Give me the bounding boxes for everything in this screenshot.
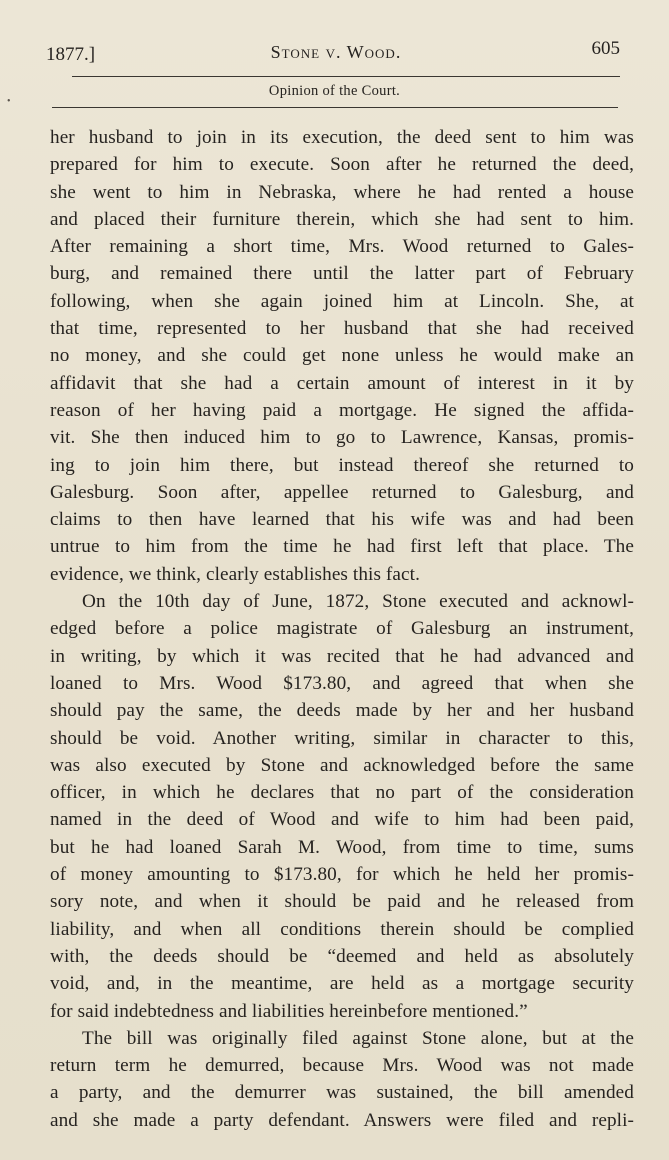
text-line: for said indebtedness and liabilities hereinbefore mentioned.” bbox=[50, 1000, 528, 1022]
text-line: a party, and the demurrer was sustained, the bill amended bbox=[50, 1082, 634, 1104]
header-year: 1877.] bbox=[46, 44, 96, 65]
text-line: vit. She then induced him to go to Lawrence, Kansas, promis- bbox=[50, 427, 634, 449]
text-line: following, when she again joined him at Lincoln. She, at bbox=[50, 290, 634, 312]
header-rule-bottom bbox=[52, 107, 618, 108]
text-line: affidavit that she had a certain amount of interest in it by bbox=[50, 372, 634, 394]
text-line: edged before a police magistrate of Galesburg an instrument, bbox=[50, 618, 634, 640]
text-line: liability, and when all conditions therein should be complied bbox=[50, 918, 634, 940]
text-line: should pay the same, the deeds made by her and her husband bbox=[50, 700, 634, 722]
text-line: should be void. Another writing, similar in character to this, bbox=[50, 727, 634, 749]
text-line: named in the deed of Wood and wife to him had been paid, bbox=[50, 809, 634, 831]
text-line: loaned to Mrs. Wood $173.80, and agreed that when she bbox=[50, 672, 634, 694]
text-line: she went to him in Nebraska, where he had rented a house bbox=[50, 181, 634, 203]
text-line: that time, represented to her husband that she had received bbox=[50, 318, 634, 340]
text-line: reason of her having paid a mortgage. He signed the affida- bbox=[50, 399, 634, 421]
text-line: untrue to him from the time he had first left that place. The bbox=[50, 536, 634, 558]
text-line: burg, and remained there until the latter part of February bbox=[50, 263, 634, 285]
text-line: On the 10th day of June, 1872, Stone executed and acknowl- bbox=[82, 591, 634, 613]
text-line: but he had loaned Sarah M. Wood, from time to time, sums bbox=[50, 836, 634, 858]
header-rule-top bbox=[72, 76, 620, 77]
running-header bbox=[46, 38, 626, 68]
text-line: The bill was originally filed against Stone alone, but at the bbox=[82, 1027, 634, 1049]
print-speck-mark: • bbox=[7, 96, 11, 107]
text-line: with, the deeds should be “deemed and held as absolutely bbox=[50, 945, 634, 967]
text-line: claims to then have learned that his wife was and had been bbox=[50, 509, 634, 531]
text-line: no money, and she could get none unless he would make an bbox=[50, 345, 634, 367]
text-line: was also executed by Stone and acknowledged before the same bbox=[50, 754, 634, 776]
text-line: ing to join him there, but instead thereof she returned to bbox=[50, 454, 634, 476]
text-line: Galesburg. Soon after, appellee returned to Galesburg, and bbox=[50, 481, 634, 503]
text-line: in writing, by which it was recited that he had advanced and bbox=[50, 645, 634, 667]
text-line: and placed their furniture therein, which she had sent to him. bbox=[50, 208, 634, 230]
text-line: prepared for him to execute. Soon after he returned the deed, bbox=[50, 154, 634, 176]
case-title: Stone v. Wood. bbox=[270, 42, 402, 62]
text-line: return term he demurred, because Mrs. Wood was not made bbox=[50, 1055, 634, 1077]
text-line: void, and, in the meantime, are held as a mortgage security bbox=[50, 973, 634, 995]
text-line: evidence, we think, clearly establishes this fact. bbox=[50, 563, 420, 585]
section-subheading: Opinion of the Court. bbox=[268, 83, 401, 99]
text-line: officer, in which he declares that no part of the consideration bbox=[50, 782, 634, 804]
opinion-body-text bbox=[50, 124, 634, 1134]
text-line: sory note, and when it should be paid and he released from bbox=[50, 891, 634, 913]
text-line: and she made a party defendant. Answers were filed and repli- bbox=[50, 1109, 634, 1131]
page-number: 605 bbox=[591, 38, 620, 59]
text-line: After remaining a short time, Mrs. Wood returned to Gales- bbox=[50, 236, 634, 258]
text-line: her husband to join in its execution, the deed sent to him was bbox=[50, 127, 634, 148]
text-line: of money amounting to $173.80, for which he held her promis- bbox=[50, 864, 634, 886]
